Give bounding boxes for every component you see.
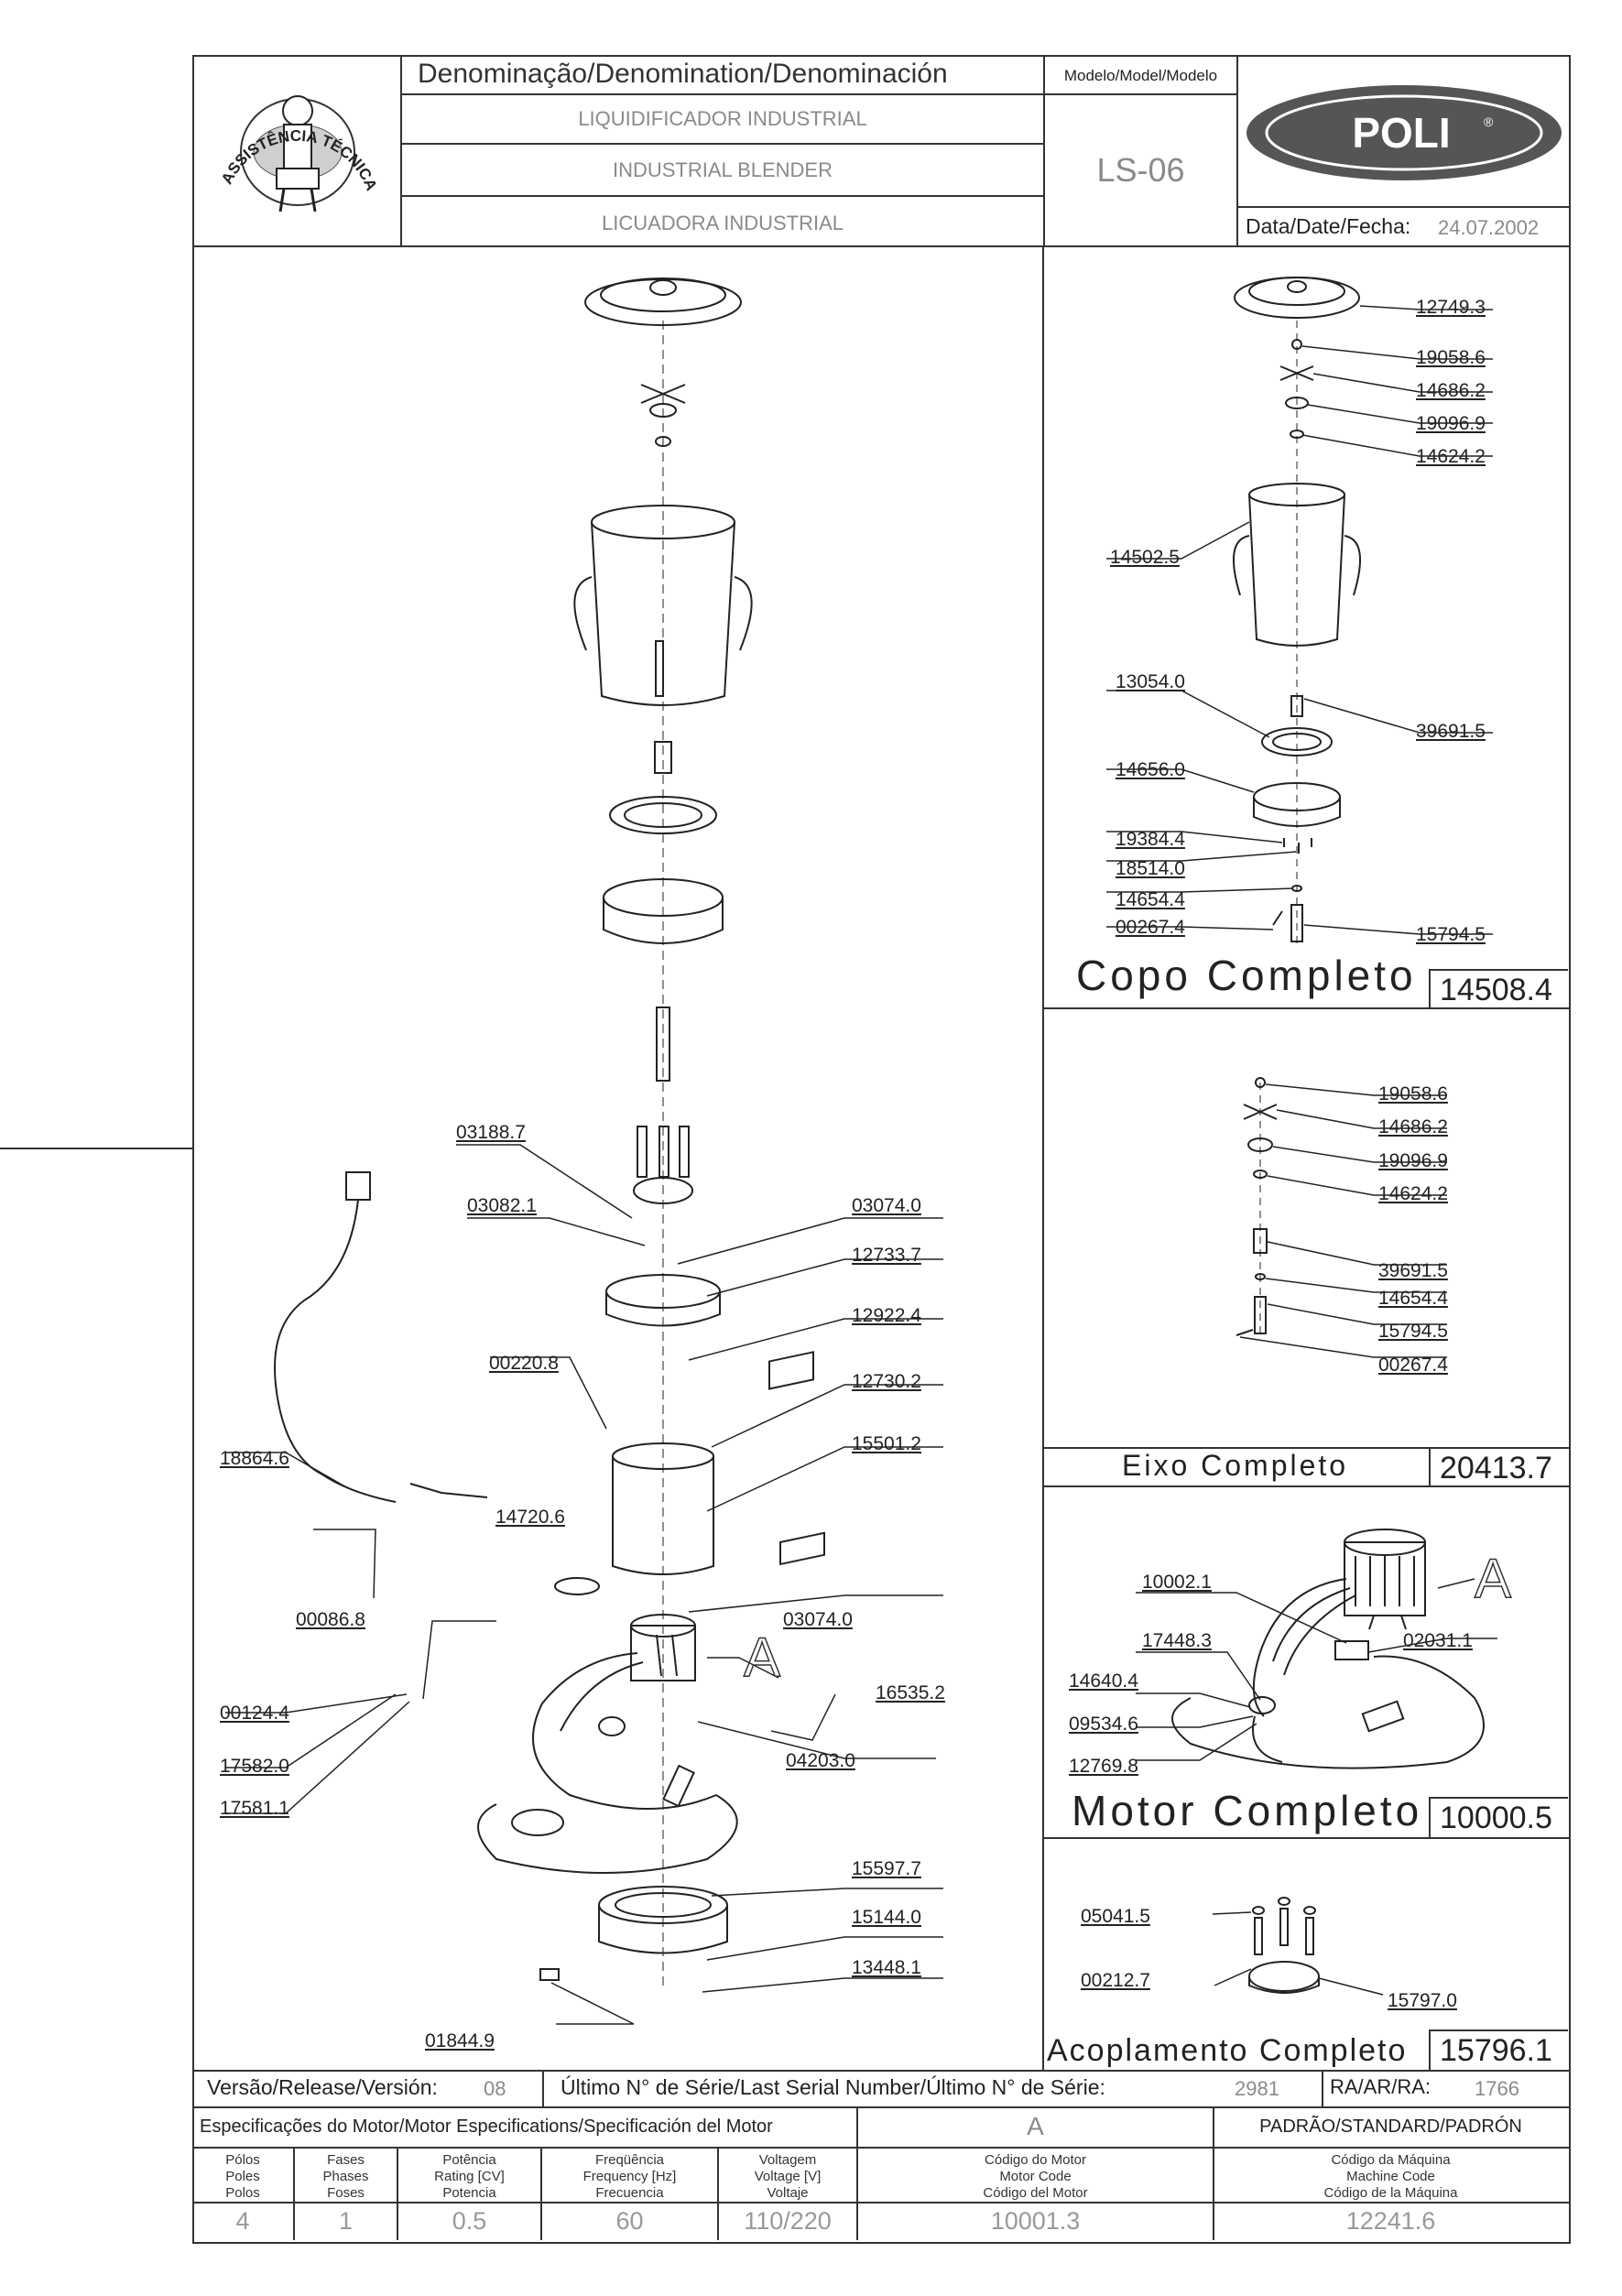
part-label: 00086.8 [296,1609,365,1630]
part-label: 03188.7 [456,1122,526,1143]
motor-callout-a: A [1475,1548,1512,1609]
brand-registered-mark: ® [1484,114,1494,129]
part-label: 12730.2 [852,1371,921,1392]
part-label: 12733.7 [852,1245,921,1266]
copo-part-label: 14686.2 [1416,380,1486,401]
frame-edge-line [0,1148,194,1149]
copo-part-label: 14502.5 [1110,547,1180,568]
spec-col-motor-code: Código do Motor Motor Code Código del Motor [983,2152,1088,2201]
motor-part-label: 10002.1 [1142,1572,1212,1593]
motor-part-label: 14640.4 [1069,1670,1138,1692]
part-label: 12922.4 [852,1305,921,1326]
spec-value-voltage: 110/220 [744,2207,832,2235]
motor-spec-value: A [1027,2112,1044,2140]
version-label: Versão/Release/Versión: [207,2075,438,2099]
part-label: 15144.0 [852,1907,921,1928]
product-name-en: INDUSTRIAL BLENDER [612,158,833,181]
copo-code: 14508.4 [1440,973,1552,1007]
spec-col-voltage: Voltagem Voltage [V] Voltaje [754,2152,822,2201]
copo-part-label: 13054.0 [1116,671,1185,692]
spec-col-machine-code: Código da Máquina Machine Code Código de la Máquina [1323,2152,1458,2201]
part-label: 18864.6 [220,1448,289,1469]
spec-col-frequency: Freqüência Frequency [Hz] Frecuencia [582,2152,677,2201]
eixo-part-label: 19096.9 [1378,1150,1448,1171]
copo-title: Copo Completo [1076,952,1417,999]
authorized-service-seal [203,60,392,240]
part-label: 04203.0 [786,1750,855,1771]
acoplamento-part-label: 00212.7 [1081,1970,1150,1991]
part-label: 17581.1 [220,1798,289,1819]
eixo-part-label: 15794.5 [1378,1321,1448,1342]
ra-value: 1766 [1475,2077,1519,2100]
copo-part-label: 39691.5 [1416,721,1486,742]
motor-spec-label: Especificações do Motor/Motor Especifications/Specificación del Motor [200,2116,773,2137]
copo-part-label: 19058.6 [1416,347,1486,368]
denomination-label: Denominação/Denomination/Denominación [418,59,948,89]
part-label: 03082.1 [467,1195,537,1216]
spec-value-rating: 0.5 [452,2207,487,2235]
eixo-diagram [1044,1009,1567,1449]
motor-diagram [1044,1487,1567,1837]
eixo-title: Eixo Completo [1122,1449,1349,1482]
part-label: 17582.0 [220,1756,289,1777]
spec-col-rating: Potência Rating [CV] Potencia [434,2152,505,2201]
part-label: 00220.8 [489,1353,559,1374]
detail-callout-a: A [744,1627,781,1688]
standard-label: PADRÃO/STANDARD/PADRÓN [1259,2116,1522,2137]
acoplamento-title: Acoplamento Completo [1047,2033,1408,2068]
copo-part-label: 18514.0 [1116,858,1185,879]
copo-part-label: 19384.4 [1116,829,1185,850]
motor-part-label: 17448.3 [1142,1630,1212,1651]
spec-value-machine-code: 12241.6 [1345,2207,1436,2235]
copo-part-label: 14656.0 [1116,759,1185,780]
ra-label: RA/AR/RA: [1330,2075,1431,2098]
product-name-es: LICUADORA INDUSTRIAL [601,212,844,234]
serial-label: Último N° de Série/Last Serial Number/Último N° de Série: [561,2075,1105,2099]
main-leader-lines [194,247,1042,2070]
copo-part-label: 12749.3 [1416,297,1486,318]
part-label: 01844.9 [425,2030,495,2051]
spec-col-phases: Fases Phases Foses [322,2152,369,2201]
acoplamento-part-label: 15797.0 [1388,1990,1457,2011]
part-label: 14720.6 [495,1507,565,1528]
part-label: 15501.2 [852,1433,921,1454]
eixo-part-label: 00267.4 [1378,1355,1448,1376]
version-value: 08 [484,2077,506,2100]
motor-part-label: 09534.6 [1069,1714,1138,1735]
brand-text: POLI [1352,109,1451,157]
copo-part-label: 00267.4 [1116,917,1185,938]
eixo-part-label: 19058.6 [1378,1083,1448,1104]
motor-code: 10000.5 [1440,1801,1552,1835]
eixo-part-label: 39691.5 [1378,1260,1448,1281]
copo-part-label: 19096.9 [1416,413,1486,434]
copo-part-label: 14654.4 [1116,889,1185,910]
spec-col-poles: Pólos Poles Polos [225,2152,260,2201]
spec-value-frequency: 60 [615,2207,644,2235]
spec-value-phases: 1 [338,2207,354,2235]
date-label: Data/Date/Fecha: [1246,214,1411,238]
acoplamento-code: 15796.1 [1440,2033,1552,2068]
serial-value: 2981 [1235,2077,1279,2100]
model-label: Modelo/Model/Modelo [1063,67,1218,84]
part-label: 13448.1 [852,1957,921,1978]
part-label: 16535.2 [876,1682,945,1703]
part-label: 03074.0 [783,1609,853,1630]
poli-logo [1244,82,1564,183]
part-label: 03074.0 [852,1195,921,1216]
motor-part-label: 02031.1 [1403,1630,1473,1651]
motor-title: Motor Completo [1072,1787,1423,1834]
spec-value-motor-code: 10001.3 [990,2207,1081,2235]
model-value: LS-06 [1096,151,1185,189]
date-value: 24.07.2002 [1438,216,1540,239]
part-label: 15597.7 [852,1858,921,1879]
product-name-pt: LIQUIDIFICADOR INDUSTRIAL [578,107,867,130]
motor-part-label: 12769.8 [1069,1756,1138,1777]
copo-part-label: 14624.2 [1416,446,1486,467]
spec-value-poles: 4 [235,2207,250,2235]
copo-part-label: 15794.5 [1416,924,1486,945]
eixo-part-label: 14654.4 [1378,1288,1448,1309]
eixo-part-label: 14624.2 [1378,1183,1448,1204]
seal-text: ASSISTÊNCIA TÉCNICA [217,126,381,193]
eixo-part-label: 14686.2 [1378,1116,1448,1137]
eixo-code: 20413.7 [1440,1451,1552,1485]
acoplamento-part-label: 05041.5 [1081,1906,1150,1927]
part-label: 00124.4 [220,1703,289,1724]
